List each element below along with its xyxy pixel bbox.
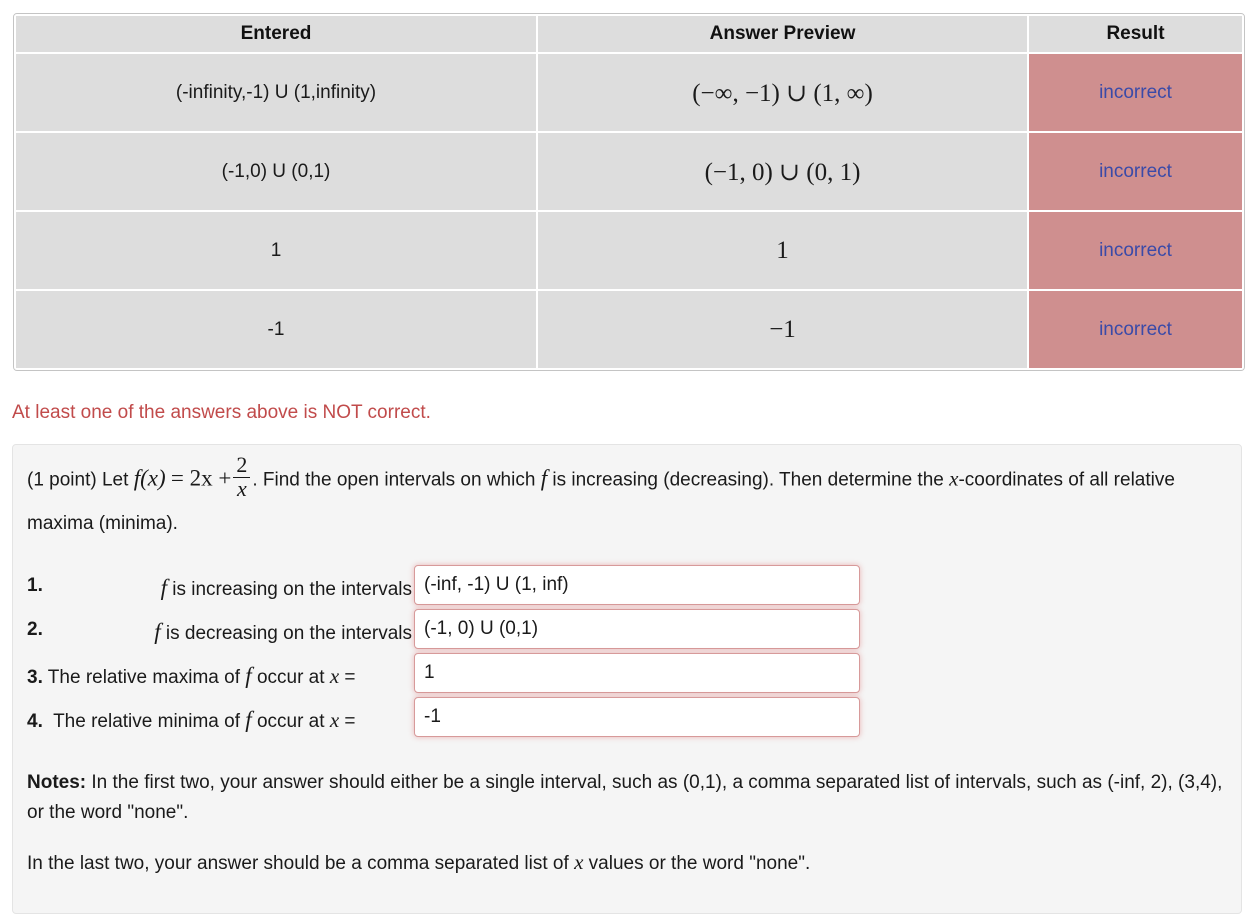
equals-sign: = — [344, 667, 356, 688]
question-text-mid: occur at — [256, 667, 325, 688]
header-answer-preview: Answer Preview — [537, 15, 1028, 53]
preview-cell: −1 — [537, 290, 1028, 369]
table-row — [15, 53, 1243, 132]
question-number: 3. — [27, 667, 43, 688]
fraction — [233, 453, 250, 500]
question-number: 4. — [27, 711, 43, 732]
result-cell: incorrect — [1028, 132, 1243, 211]
question-label — [27, 707, 356, 733]
preview-cell: (−∞, −1) ∪ (1, ∞) — [537, 53, 1028, 132]
last-note-suffix: values or the word "none". — [588, 853, 811, 874]
x-symbol: x — [329, 708, 340, 732]
entered-cell: -1 — [15, 290, 537, 369]
result-cell: incorrect — [1028, 53, 1243, 132]
header-result: Result — [1028, 15, 1243, 53]
f-symbol: f — [245, 663, 252, 688]
function-equation: = 2x + — [170, 465, 232, 491]
equals-sign: = — [344, 711, 356, 732]
notes — [27, 768, 1232, 828]
fraction-denominator: x — [233, 477, 250, 500]
notes-text: In the first two, your answer should either be a single interval, such as (0,1), a comma separated list of intervals, such as (-inf, 2), (3,4), or the word "none". — [27, 772, 1223, 823]
preview-cell: 1 — [537, 211, 1028, 290]
results-header-row — [15, 15, 1243, 53]
question-4 — [27, 697, 867, 739]
question-number: 1. — [27, 575, 43, 596]
header-entered: Entered — [15, 15, 537, 53]
notes-label: Notes: — [27, 772, 87, 793]
question-text: The relative maxima of — [47, 667, 240, 688]
question-text: The relative minima of — [53, 711, 240, 732]
x-symbol: x — [949, 466, 959, 491]
table-row — [15, 290, 1243, 369]
entered-cell: (-1,0) U (0,1) — [15, 132, 537, 211]
question-label — [161, 575, 412, 601]
x-symbol: x — [574, 850, 584, 874]
x-symbol: x — [329, 664, 340, 688]
result-cell: incorrect — [1028, 211, 1243, 290]
f-symbol: f — [154, 619, 161, 644]
fraction-numerator: 2 — [236, 452, 248, 477]
entered-cell: (-infinity,-1) U (1,infinity) — [15, 53, 537, 132]
question-text: is decreasing on the intervals — [165, 623, 412, 644]
preview-cell: (−1, 0) ∪ (0, 1) — [537, 132, 1028, 211]
question-label — [154, 619, 412, 645]
problem-statement — [27, 452, 1227, 544]
table-row — [15, 211, 1243, 290]
question-number: 2. — [27, 619, 43, 640]
last-note-prefix: In the last two, your answer should be a comma separated list of — [27, 853, 569, 874]
relative-maxima-input[interactable] — [414, 653, 860, 693]
status-message: At least one of the answers above is NOT correct. — [12, 402, 431, 423]
question-1 — [27, 565, 867, 607]
question-2 — [27, 609, 867, 651]
table-row — [15, 132, 1243, 211]
problem-panel — [12, 444, 1242, 914]
intro-prefix: (1 point) Let — [27, 469, 129, 491]
question-text: is increasing on the intervals — [172, 579, 412, 600]
function-expression: f(x) — [133, 465, 166, 491]
entered-cell: 1 — [15, 211, 537, 290]
increasing-intervals-input[interactable] — [414, 565, 860, 605]
f-symbol: f — [540, 465, 548, 491]
intro-mid2: is increasing (decreasing). Then determine the — [552, 469, 944, 491]
question-text-mid: occur at — [256, 711, 325, 732]
f-symbol: f — [245, 707, 252, 732]
intro-mid: . Find the open intervals on which — [252, 469, 536, 491]
question-3 — [27, 653, 867, 695]
result-cell: incorrect — [1028, 290, 1243, 369]
question-label — [27, 663, 356, 689]
relative-minima-input[interactable] — [414, 697, 860, 737]
f-symbol: f — [160, 575, 167, 600]
intro-end: -coordinates of all relative maxima (minima). — [27, 469, 1175, 534]
results-table — [13, 13, 1245, 371]
last-note — [27, 850, 1232, 875]
decreasing-intervals-input[interactable] — [414, 609, 860, 649]
